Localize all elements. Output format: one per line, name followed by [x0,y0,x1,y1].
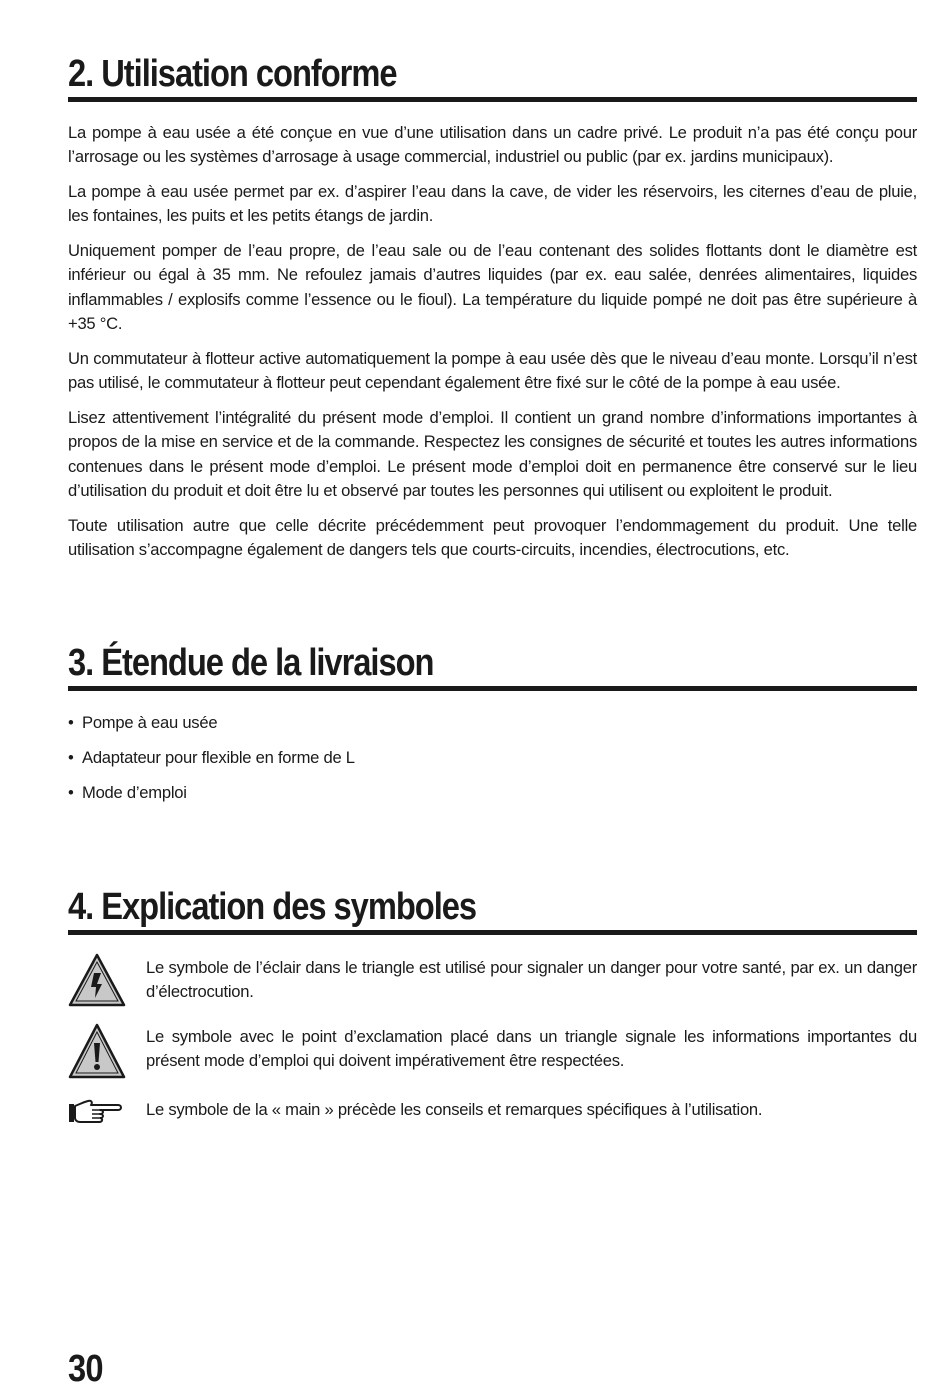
section-3-title: 3. Étendue de la livraison [68,642,434,684]
section-2-rule [68,97,917,102]
list-item [68,781,355,816]
lightning-warning-icon [68,953,126,1012]
list-item-label: Pompe à eau usée [82,713,218,732]
symbol-description: Le symbole avec le point d’exclamation placé dans un triangle signale les informations importantes du présent mode d’emploi qui doivent impérativement être respectées. [146,1027,917,1071]
section-3-rule [68,686,917,691]
list-item [68,711,355,746]
paragraph: La pompe à eau usée a été conçue en vue d’une utilisation dans un cadre privé. Le produit n’a pas été conçu pour l’arrosage ou les systèmes d’arrosage à usage commercial, industriel ou public (par ex. jardins municipaux). [68,123,917,167]
paragraph: Uniquement pomper de l’eau propre, de l’eau sale ou de l’eau contenant des solides flottants dont le diamètre est inférieur ou égal à 35 mm. Ne refoulez jamais d’autres liquides (par ex. eau salée, denrées alimentaires, liquides inflammables / explosifs comme l’essence ou le fioul). La température du liquide pompé ne doit pas être supérieure à +35 °C. [68,241,917,334]
list-item-label: Mode d’emploi [82,783,187,802]
paragraph: Lisez attentivement l’intégralité du présent mode d’emploi. Il contient un grand nombre d’informations importantes à propos de la mise en service et de la commande. Respectez les consignes de sécurité et toutes les autres informations contenues dans le présent mode d’emploi. Le présent mode d’emploi doit en permanence être conservé sur le lieu d’utilisation du produit et doit être lu et observé par toutes les personnes qui utilisent ou exploitent le produit. [68,407,917,500]
bullet: • [68,783,74,802]
delivery-list [68,711,355,816]
paragraph: Toute utilisation autre que celle décrite précédemment peut provoquer l’endommagement du produit. Une telle utilisation s’accompagne également de dangers tels que courts-circuits, incendies, électrocutions, etc. [68,515,917,559]
list-item-label: Adaptateur pour flexible en forme de L [82,748,355,767]
exclamation-warning-icon [68,1023,126,1084]
section-2-title: 2. Utilisation conforme [68,53,397,95]
pointing-hand-icon [68,1098,126,1133]
bullet: • [68,748,74,767]
section-4-rule [68,930,917,935]
paragraph: La pompe à eau usée permet par ex. d’aspirer l’eau dans la cave, de vider les réservoirs, les citernes d’eau de pluie, les fontaines, les puits et les petits étangs de jardin. [68,182,917,226]
symbol-description: Le symbole de l’éclair dans le triangle est utilisé pour signaler un danger pour votre santé, par ex. un danger d’électrocution. [146,958,917,1002]
list-item [68,746,355,781]
page-number: 30 [68,1348,103,1390]
section-2-body [68,121,917,562]
section-4-title: 4. Explication des symboles [68,886,477,928]
symbol-description: Le symbole de la « main » précède les conseils et remarques spécifiques à l’utilisation. [146,1100,763,1119]
paragraph: Un commutateur à flotteur active automatiquement la pompe à eau usée dès que le niveau d’eau monte. Lorsqu’il n’est pas utilisé, le commutateur à flotteur peut cependant également être fixé sur le côté de la pompe à eau usée. [68,348,917,393]
bullet: • [68,713,74,732]
